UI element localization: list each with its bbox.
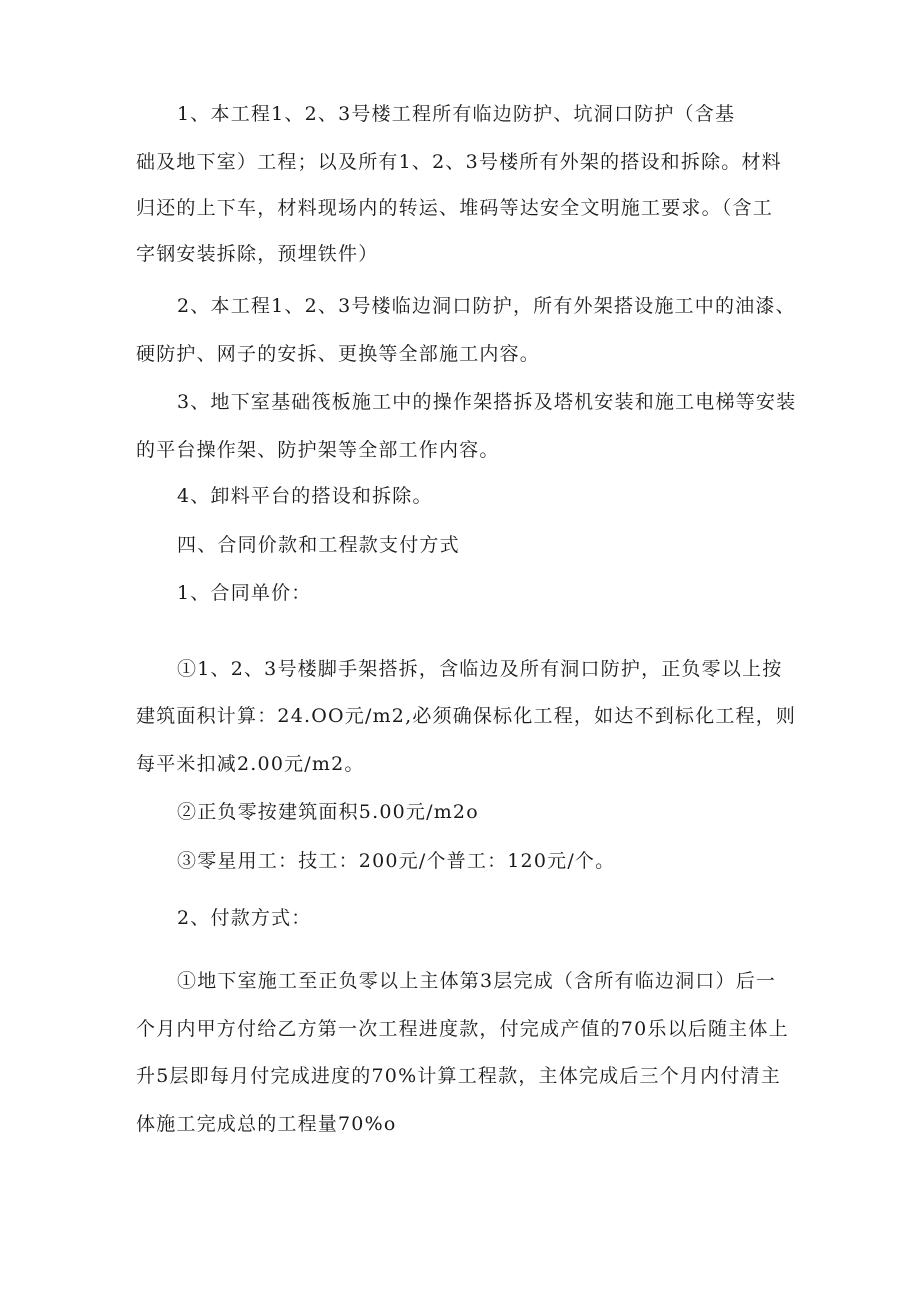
- text-line-19: 个月内甲方付给乙方第一次工程进度款，付完成产值的70乐以后随主体上: [136, 1018, 789, 1040]
- text-line-16: ③零星用工：技工：200元/个普工：120元/个。: [177, 850, 616, 872]
- text-line-6: 硬防护、网子的安拆、更换等全部施工内容。: [136, 343, 541, 365]
- text-line-20: 升5层即每月付完成进度的70%计算工程款，主体完成后三个月内付清主: [136, 1065, 781, 1087]
- text-line-7: 3、地下室基础筏板施工中的操作架搭拆及塔机安装和施工电梯等安装: [177, 391, 797, 413]
- text-line-9: 4、卸料平台的搭设和拆除。: [177, 485, 433, 507]
- text-line-3: 归还的上下车，材料现场内的转运、堆码等达安全文明施工要求。（含工: [136, 197, 773, 219]
- text-line-15: ②正负零按建筑面积5.00元/m2o: [177, 801, 479, 823]
- text-line-8: 的平台操作架、防护架等全部工作内容。: [136, 439, 500, 461]
- subheading-unit-price: 1、合同单价：: [177, 582, 312, 604]
- text-line-12: ①1、2、3号楼脚手架搭拆，含临边及所有洞口防护，正负零以上按: [177, 658, 783, 680]
- text-line-18: ①地下室施工至正负零以上主体第3层完成（含所有临边洞口）后一: [177, 970, 777, 992]
- text-line-13: 建筑面积计算：24.OO元/m2,必须确保标化工程，如达不到标化工程，则: [136, 705, 797, 727]
- text-line-4: 字钢安装拆除，预埋铁件）: [136, 243, 379, 265]
- text-line-21: 体施工完成总的工程量70%o: [136, 1113, 397, 1135]
- section-heading: 四、合同价款和工程款支付方式: [177, 534, 460, 556]
- subheading-payment-method: 2、付款方式：: [177, 907, 312, 929]
- text-line-5: 2、本工程1、2、3号楼临边洞口防护，所有外架搭设施工中的油漆、: [177, 295, 796, 317]
- text-line-2: 础及地下室）工程；以及所有1、2、3号楼所有外架的搭设和拆除。材料: [136, 151, 782, 173]
- text-line-1: 1、本工程1、2、3号楼工程所有临边防护、坑洞口防护（含基: [177, 103, 736, 125]
- text-line-14: 每平米扣减2.00元/m2。: [136, 753, 365, 775]
